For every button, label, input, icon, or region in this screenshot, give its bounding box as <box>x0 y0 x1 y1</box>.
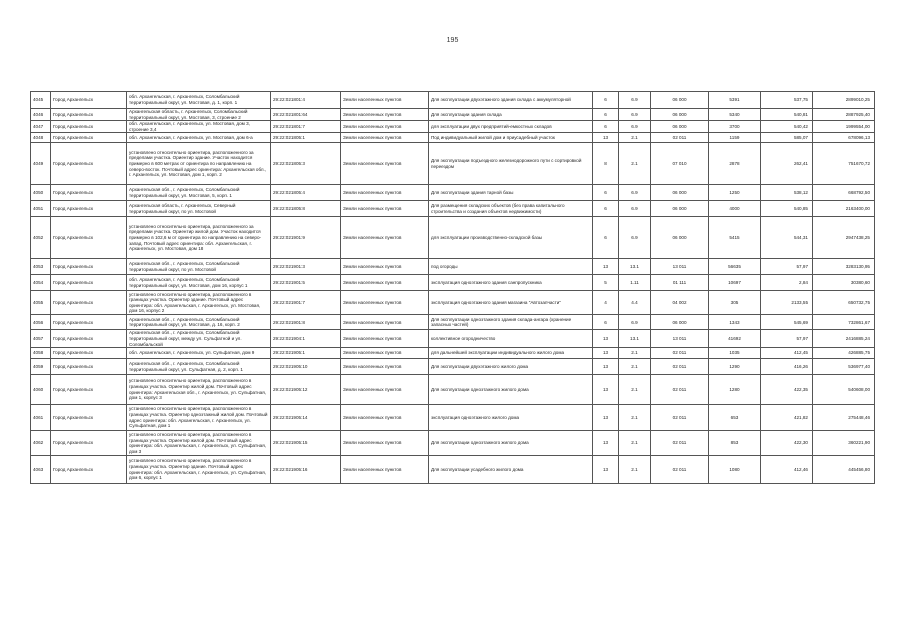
cell-cat: Земли населенных пунктов <box>341 217 429 259</box>
cell-use: для эксплуатации двух предприятий-емкостных складов <box>429 121 593 133</box>
cell-area: 3700 <box>709 121 761 133</box>
cell-cad: 29:22:021805:1 <box>271 133 341 143</box>
cell-use: Для размещения складских объектов (без права капитального строительства и создания объектов недвижимости) <box>429 201 593 217</box>
cell-code: 06 000 <box>651 109 709 121</box>
cell-cad: 29:22:021801:64 <box>271 109 341 121</box>
cell-cad: 29:22:021801:7 <box>271 121 341 133</box>
cell-val: 732861,67 <box>813 315 875 330</box>
cell-loc: Архангельская область, г. Архангельск, Северный территориальный округ, по ул. Мостовой <box>127 201 271 217</box>
cell-num: 4063 <box>31 456 51 484</box>
cell-num: 4049 <box>31 143 51 185</box>
cell-cad: 29:22:021901:7 <box>271 291 341 315</box>
cell-area: 1290 <box>709 359 761 375</box>
cell-cad: 29:22:021905:10 <box>271 359 341 375</box>
cell-loc: установлено относительно ориентира, расположенного в границах участка. Ориентир здание. Почтовый адрес ориентира: обл. Архангельская, г. Архангельск, ул. Сульфатная, дом 6, корпус 1 <box>127 456 271 484</box>
cell-code: 02 011 <box>651 431 709 456</box>
cell-code: 02 011 <box>651 359 709 375</box>
cell-cad: 29:22:021901:3 <box>271 259 341 275</box>
table-row <box>31 143 875 185</box>
cell-num: 4059 <box>31 359 51 375</box>
cell-num: 4054 <box>31 275 51 291</box>
cell-cad: 29:22:021805:8 <box>271 201 341 217</box>
cell-loc: обл. Архангельская, г. Архангельск, ул. Мостовая, дом 3, строение 3,4 <box>127 121 271 133</box>
cell-num: 4047 <box>31 121 51 133</box>
cell-val: 540608,00 <box>813 375 875 405</box>
page-number: 195 <box>446 37 459 44</box>
cell-use: эксплуатация одноэтажного жилого дома <box>429 405 593 431</box>
cell-city: Город Архангельск <box>51 375 127 405</box>
cell-cat: Земли населенных пунктов <box>341 201 429 217</box>
cell-loc: установлено относительно ориентира, расположенного в границах участка. Ориентир здание. Почтовый адрес ориентира: обл. Архангельская, г. Архангельск, ул. Мостовая, дом 16, корпус 2 <box>127 291 271 315</box>
cell-loc: обл. Архангельская, г. Архангельск, ул. Сульфатная, дом 9 <box>127 348 271 359</box>
cell-loc: установлено относительно ориентира, расположенного за пределами участка. Ориентир здание. Участок находится примерно в 600 метрах от ориентира по направлению на северо-восток. Почтовый адрес ориентира: Архангельская обл., г. Архангельск, ул. Мостовая, дом 1, корп. 2 <box>127 143 271 185</box>
cell-grp: 13 <box>593 359 619 375</box>
cell-cad: 29:22:021901:8 <box>271 315 341 330</box>
cell-area: 1250 <box>709 185 761 201</box>
cell-grp: 6 <box>593 201 619 217</box>
cell-city: Город Архангельск <box>51 121 127 133</box>
table-row <box>31 431 875 456</box>
cell-cat: Земли населенных пунктов <box>341 275 429 291</box>
cell-area: 1343 <box>709 315 761 330</box>
cell-use: коллективное огородничество <box>429 330 593 348</box>
cell-code: 06 000 <box>651 121 709 133</box>
cell-use: Под индивидуальный жилой дом и приусадебный участок <box>429 133 593 143</box>
cell-code: 06 000 <box>651 315 709 330</box>
cell-city: Город Архангельск <box>51 456 127 484</box>
cell-city: Город Архангельск <box>51 92 127 109</box>
cell-num: 4050 <box>31 185 51 201</box>
cell-area: 1280 <box>709 375 761 405</box>
table-row <box>31 375 875 405</box>
cell-city: Город Архангельск <box>51 259 127 275</box>
cell-val: 2899010,25 <box>813 92 875 109</box>
cell-rate: 6.9 <box>619 121 651 133</box>
cell-rate: 6.9 <box>619 185 651 201</box>
table-row <box>31 109 875 121</box>
cell-area: 5391 <box>709 92 761 109</box>
table-row <box>31 348 875 359</box>
cell-code: 04 002 <box>651 291 709 315</box>
cell-code: 13 011 <box>651 259 709 275</box>
cell-rate: 6.9 <box>619 217 651 259</box>
cell-num: 4055 <box>31 291 51 315</box>
cell-cat: Земли населенных пунктов <box>341 431 429 456</box>
cell-city: Город Архангельск <box>51 217 127 259</box>
table-row <box>31 275 875 291</box>
cell-rate: 13.1 <box>619 259 651 275</box>
cell-rate: 2.1 <box>619 133 651 143</box>
cell-city: Город Архангельск <box>51 330 127 348</box>
cell-ksz: 540,42 <box>761 121 813 133</box>
cell-area: 5340 <box>709 109 761 121</box>
table-row <box>31 185 875 201</box>
cell-use: Для эксплуатации здания склада <box>429 109 593 121</box>
cell-code: 02 011 <box>651 456 709 484</box>
cell-use: Для эксплуатации одноэтажного здания склада-ангара (хранение запасных частей) <box>429 315 593 330</box>
cell-loc: Архангельская область, г. Архангельск, Соломбальский территориальный округ, ул. Мостовая, 3, строение 2 <box>127 109 271 121</box>
table-row <box>31 201 875 217</box>
cell-code: 01 111 <box>651 275 709 291</box>
cell-cat: Земли населенных пунктов <box>341 348 429 359</box>
cell-cad: 29:22:021905:15 <box>271 431 341 456</box>
table-row <box>31 217 875 259</box>
cell-rate: 6.9 <box>619 109 651 121</box>
cell-val: 2416885,24 <box>813 330 875 348</box>
cell-cad: 29:22:021905:1 <box>271 348 341 359</box>
cell-cat: Земли населенных пунктов <box>341 259 429 275</box>
cell-val: 2887925,40 <box>813 109 875 121</box>
cell-grp: 6 <box>593 315 619 330</box>
cell-cad: 29:22:021905:14 <box>271 405 341 431</box>
cell-city: Город Архангельск <box>51 201 127 217</box>
cell-loc: установлено относительно ориентира, расположенного в границах участка. Ориентир жилой дом. Почтовый адрес ориентира: обл. Архангельская, г. Архангельск, ул. Сульфатная, дом 3 <box>127 431 271 456</box>
cell-rate: 2.1 <box>619 456 651 484</box>
cell-rate: 2.1 <box>619 359 651 375</box>
cell-cad: 29:22:021905:12 <box>271 375 341 405</box>
cell-val: 426885,75 <box>813 348 875 359</box>
cell-cat: Земли населенных пунктов <box>341 456 429 484</box>
cell-loc: обл. Архангельская, г. Архангельск, ул. Мостовая, дом 6-а <box>127 133 271 143</box>
cell-num: 4053 <box>31 259 51 275</box>
cell-ksz: 537,75 <box>761 92 813 109</box>
cell-use: Для эксплуатации здания тарной базы <box>429 185 593 201</box>
cell-ksz: 421,82 <box>761 405 813 431</box>
cell-num: 4060 <box>31 375 51 405</box>
cell-num: 4057 <box>31 330 51 348</box>
cell-use: эксплуатация одноэтажного здания магазина "Автозапчасти" <box>429 291 593 315</box>
table-row <box>31 121 875 133</box>
cell-city: Город Архангельск <box>51 133 127 143</box>
table-row <box>31 291 875 315</box>
cell-area: 1159 <box>709 133 761 143</box>
cell-loc: установлено относительно ориентира, расположенного за пределами участка. Ориентир жилой дом. Участок находится примерно в 102,6 м от ориентира по направлению на северо-запад. Почтовый адрес ориентира: обл. Архангельская, г. Архангельск, ул. Мостовая, дом 18 <box>127 217 271 259</box>
cell-grp: 8 <box>593 143 619 185</box>
cell-cat: Земли населенных пунктов <box>341 133 429 143</box>
cell-grp: 13 <box>593 375 619 405</box>
cell-loc: Архангельская обл., г. Архангельск, Соломбальский территориальный округ, ул. Мостовая, 5, корп. 1 <box>127 185 271 201</box>
cell-city: Город Архангельск <box>51 405 127 431</box>
cell-ksz: 585,07 <box>761 133 813 143</box>
cell-area: 56635 <box>709 259 761 275</box>
cell-rate: 6.9 <box>619 201 651 217</box>
cell-city: Город Архангельск <box>51 109 127 121</box>
cell-ksz: 262,41 <box>761 143 813 185</box>
cell-rate: 6.9 <box>619 315 651 330</box>
cell-code: 06 000 <box>651 185 709 201</box>
cell-cat: Земли населенных пунктов <box>341 375 429 405</box>
cell-code: 06 000 <box>651 201 709 217</box>
cell-cad: 29:22:021905:16 <box>271 456 341 484</box>
table-row <box>31 92 875 109</box>
cell-area: 305 <box>709 291 761 315</box>
table-row <box>31 330 875 348</box>
cell-rate: 6.9 <box>619 92 651 109</box>
cell-cad: 29:22:021805:3 <box>271 143 341 185</box>
cell-val: 536977,40 <box>813 359 875 375</box>
cell-ksz: 412,45 <box>761 348 813 359</box>
cell-area: 4000 <box>709 201 761 217</box>
cell-code: 02 011 <box>651 348 709 359</box>
cell-rate: 2.1 <box>619 375 651 405</box>
cell-ksz: 422,35 <box>761 375 813 405</box>
cell-loc: Архангельская обл., г. Архангельск, Соломбальский территориальный округ, между ул. Сульфатной и ул. Соломбальской <box>127 330 271 348</box>
cell-cat: Земли населенных пунктов <box>341 315 429 330</box>
cell-use: Для эксплуатации одноэтажного жилого дома <box>429 431 593 456</box>
cell-use: эксплуатация одноэтажного здания санпропускника <box>429 275 593 291</box>
cell-city: Город Архангельск <box>51 348 127 359</box>
cell-code: 06 000 <box>651 217 709 259</box>
cell-use: для дальнейшей эксплуатации индивидуального жилого дома <box>429 348 593 359</box>
cell-num: 4058 <box>31 348 51 359</box>
cell-grp: 6 <box>593 185 619 201</box>
cell-rate: 2.1 <box>619 348 651 359</box>
cell-loc: Архангельская обл., г. Архангельск, Соломбальский территориальный округ, ул. Мостовая, д. 16, корп. 2 <box>127 315 271 330</box>
cell-cat: Земли населенных пунктов <box>341 330 429 348</box>
table-row <box>31 359 875 375</box>
cell-loc: установлено относительно ориентира, расположенного в границах участка. Ориентир жилой дом. Почтовый адрес ориентира: Архангельская обл., г. Архангельск, ул. Сульфатная, дом 1, корпус 3 <box>127 375 271 405</box>
cell-num: 4048 <box>31 133 51 143</box>
table-row <box>31 456 875 484</box>
cell-grp: 13 <box>593 330 619 348</box>
cell-ksz: 544,31 <box>761 217 813 259</box>
cell-cad: 29:22:021801:4 <box>271 92 341 109</box>
cell-loc: установлено относительно ориентира, расположенного в границах участка. Ориентир одноэтажный жилой дом. Почтовый адрес ориентира: обл. Архангельская, г. Архангельск, ул. Сульфатная, дом 1 <box>127 405 271 431</box>
cell-loc: обл. Архангельская, г. Архангельск, Соломбальский территориальный округ, ул. Мостовая, д. 1, корп. 1 <box>127 92 271 109</box>
cell-val: 2163400,00 <box>813 201 875 217</box>
cell-code: 13 011 <box>651 330 709 348</box>
cell-code: 07 010 <box>651 143 709 185</box>
table-row <box>31 133 875 143</box>
cell-val: 275448,46 <box>813 405 875 431</box>
cell-num: 4046 <box>31 109 51 121</box>
cell-grp: 13 <box>593 405 619 431</box>
cell-num: 4052 <box>31 217 51 259</box>
cell-cad: 29:22:021904:1 <box>271 330 341 348</box>
cell-rate: 1.11 <box>619 275 651 291</box>
cell-cat: Земли населенных пунктов <box>341 143 429 185</box>
cell-area: 653 <box>709 405 761 431</box>
cell-use: Для эксплуатации двухэтажного здания склада с аккумуляторной <box>429 92 593 109</box>
cell-val: 668792,50 <box>813 185 875 201</box>
cell-cad: 29:22:021901:9 <box>271 217 341 259</box>
cell-city: Город Архангельск <box>51 359 127 375</box>
cell-val: 30380,60 <box>813 275 875 291</box>
cell-loc: обл. Архангельская, г. Архангельск, Соломбальский территориальный округ, ул. Мостовая, дом 16, корпус 1 <box>127 275 271 291</box>
cell-ksz: 545,69 <box>761 315 813 330</box>
cell-val: 445456,80 <box>813 456 875 484</box>
cell-num: 4045 <box>31 92 51 109</box>
cell-grp: 6 <box>593 92 619 109</box>
cell-val: 1999554,00 <box>813 121 875 133</box>
cell-ksz: 538,12 <box>761 185 813 201</box>
cell-cat: Земли населенных пунктов <box>341 121 429 133</box>
cell-city: Город Архангельск <box>51 275 127 291</box>
cell-cad: 29:22:021805:4 <box>271 185 341 201</box>
cell-grp: 6 <box>593 109 619 121</box>
cell-cat: Земли населенных пунктов <box>341 185 429 201</box>
cell-loc: Архангельская обл., г. Архангельск, Соломбальский территориальный округ, по ул. Мостовой <box>127 259 271 275</box>
cell-area: 853 <box>709 431 761 456</box>
cell-cat: Земли населенных пунктов <box>341 359 429 375</box>
cell-city: Город Архангельск <box>51 185 127 201</box>
cell-grp: 6 <box>593 121 619 133</box>
cell-grp: 13 <box>593 456 619 484</box>
cell-grp: 13 <box>593 259 619 275</box>
cell-use: для эксплуатации производственно-складской базы <box>429 217 593 259</box>
cell-cad: 29:22:021901:5 <box>271 275 341 291</box>
cell-num: 4056 <box>31 315 51 330</box>
cell-val: 360221,90 <box>813 431 875 456</box>
cell-grp: 13 <box>593 348 619 359</box>
cell-use: Для эксплуатации усадебного жилого дома <box>429 456 593 484</box>
cell-ksz: 540,81 <box>761 109 813 121</box>
cell-rate: 2.1 <box>619 143 651 185</box>
cell-val: 3283130,95 <box>813 259 875 275</box>
cell-num: 4062 <box>31 431 51 456</box>
cell-ksz: 2,84 <box>761 275 813 291</box>
cell-city: Город Архангельск <box>51 291 127 315</box>
cell-cat: Земли населенных пунктов <box>341 291 429 315</box>
cell-use: Для эксплуатации одноэтажного жилого дома <box>429 375 593 405</box>
cell-use: под огороды <box>429 259 593 275</box>
cell-grp: 13 <box>593 431 619 456</box>
land-plots-table <box>30 91 875 484</box>
cell-val: 2947438,25 <box>813 217 875 259</box>
cell-city: Город Архангельск <box>51 431 127 456</box>
cell-use: Для эксплуатации двухэтажного жилого дома <box>429 359 593 375</box>
cell-area: 10697 <box>709 275 761 291</box>
cell-rate: 13.1 <box>619 330 651 348</box>
cell-cat: Земли населенных пунктов <box>341 405 429 431</box>
cell-grp: 6 <box>593 217 619 259</box>
cell-loc: Архангельская обл., г. Архангельск, Соломбальский территориальный округ, ул. Сульфатная, д. 2, корп. 1 <box>127 359 271 375</box>
cell-use: Для эксплуатации подъездного железнодорожного пути с сортировкой переездом <box>429 143 593 185</box>
cell-ksz: 57,97 <box>761 259 813 275</box>
cell-rate: 4.4 <box>619 291 651 315</box>
cell-area: 2878 <box>709 143 761 185</box>
cell-val: 751670,72 <box>813 143 875 185</box>
cell-ksz: 57,97 <box>761 330 813 348</box>
cell-ksz: 412,46 <box>761 456 813 484</box>
cell-num: 4061 <box>31 405 51 431</box>
cell-code: 02 011 <box>651 133 709 143</box>
cell-num: 4051 <box>31 201 51 217</box>
table-row <box>31 315 875 330</box>
cell-area: 1080 <box>709 456 761 484</box>
table-row <box>31 405 875 431</box>
cell-ksz: 422,30 <box>761 431 813 456</box>
cell-ksz: 416,26 <box>761 359 813 375</box>
cell-grp: 5 <box>593 275 619 291</box>
cell-ksz: 2133,55 <box>761 291 813 315</box>
cell-ksz: 540,85 <box>761 201 813 217</box>
cell-val: 650732,75 <box>813 291 875 315</box>
cell-rate: 2.1 <box>619 431 651 456</box>
cell-area: 5415 <box>709 217 761 259</box>
table-row <box>31 259 875 275</box>
cell-grp: 4 <box>593 291 619 315</box>
cell-city: Город Архангельск <box>51 315 127 330</box>
cell-code: 06 000 <box>651 92 709 109</box>
cell-cat: Земли населенных пунктов <box>341 92 429 109</box>
cell-code: 02 011 <box>651 375 709 405</box>
cell-city: Город Архангельск <box>51 143 127 185</box>
cell-val: 678096,13 <box>813 133 875 143</box>
cell-rate: 2.1 <box>619 405 651 431</box>
cell-area: 41692 <box>709 330 761 348</box>
cell-code: 02 011 <box>651 405 709 431</box>
cell-grp: 13 <box>593 133 619 143</box>
cell-area: 1035 <box>709 348 761 359</box>
cell-cat: Земли населенных пунктов <box>341 109 429 121</box>
